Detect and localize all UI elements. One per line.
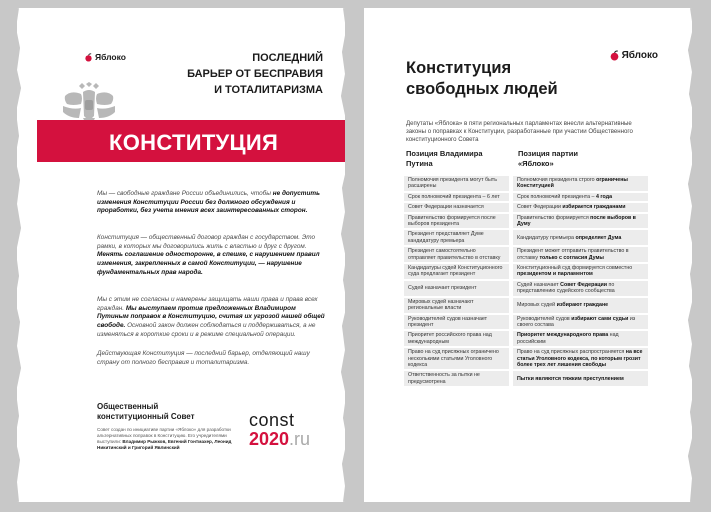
text: Мы — свободные граждане России объединились, чтобы bbox=[97, 190, 273, 197]
text: Совет Федерации bbox=[517, 204, 563, 211]
table-row bbox=[404, 371, 648, 386]
text: Судей назначает президент bbox=[408, 285, 477, 292]
text: Приоритет российского права над международным bbox=[408, 332, 492, 345]
bold-text: после выборов в Думу bbox=[517, 214, 636, 228]
bold-text: Совет Федерации bbox=[560, 281, 608, 288]
website-domain: .ru bbox=[289, 429, 311, 449]
headline bbox=[143, 50, 323, 98]
text: по представлению судейского сообщества bbox=[517, 281, 615, 295]
table-row bbox=[404, 214, 648, 229]
yabloko-position-cell bbox=[513, 176, 648, 191]
bold-text: избирают граждане bbox=[556, 301, 609, 308]
page-title: Конституция свободных людей bbox=[406, 59, 558, 98]
headline-line: БАРЬЕР ОТ БЕСПРАВИЯ bbox=[187, 68, 323, 80]
text: Руководителей судов назначает президент bbox=[408, 315, 488, 328]
bold-text: Менять соглашение односторонне, в спешке, с нарушением правил изменения, закрепленных в самой Конституции, — нарушение фундаментальных прав народа. bbox=[97, 251, 320, 276]
yabloko-position-cell bbox=[513, 247, 648, 262]
text: Руководителей судов bbox=[517, 315, 572, 322]
putin-position-cell bbox=[404, 214, 509, 229]
putin-position-cell bbox=[404, 193, 509, 201]
text: Правительство формируется после выборов президента bbox=[408, 214, 496, 228]
putin-position-cell bbox=[404, 281, 509, 296]
text: Конституционный суд формируется совместно bbox=[517, 265, 633, 272]
putin-position-cell bbox=[404, 176, 509, 191]
manifesto-paragraph bbox=[97, 296, 329, 340]
bold-text: избирают сами судьи bbox=[571, 315, 629, 322]
bold-text: на все статьи Уголовного кодекса, по которым грозит более трех лет лишения свободы bbox=[517, 349, 643, 368]
torn-edge bbox=[686, 8, 696, 502]
putin-position-cell bbox=[404, 230, 509, 245]
bold-text: только с согласия Думы bbox=[539, 254, 604, 261]
bold-text: определяет Дума bbox=[575, 234, 622, 241]
yabloko-position-cell bbox=[513, 214, 648, 229]
text: Право на суд присяжных распространяется bbox=[517, 349, 626, 356]
yabloko-position-cell bbox=[513, 315, 648, 330]
table-row bbox=[404, 264, 648, 279]
bold-text: Приоритет международного права bbox=[517, 332, 609, 339]
text: Основной закон должен соблюдаться и поддерживаться, а не изменяться в короткие сроки и в режиме специальной операции. bbox=[97, 322, 316, 338]
logo-text: Яблоко bbox=[95, 52, 126, 62]
council-description-text: Совет создан по инициативе партии «Яблоко» для разработки альтернативных поправок в Конституцию. Его учредителями выступили: bbox=[97, 427, 231, 444]
putin-position-cell bbox=[404, 331, 509, 346]
text: Полномочия президента могут быть расширены bbox=[408, 177, 497, 190]
table-row bbox=[404, 230, 648, 245]
text: Президент самостоятельно отправляет правительство в отставку bbox=[408, 248, 501, 261]
bold-text: Мы выступаем против предложенных Владимиром Путиным поправок в Конституцию, считая их угрозой нашей общей свободе. bbox=[97, 304, 325, 330]
manifesto-paragraph bbox=[97, 190, 329, 216]
yabloko-position-cell bbox=[513, 230, 648, 245]
council-founders: Владимир Рыжков, Евгений Гонтмахер, Леонид Никитинский и Григорий Явлинский bbox=[97, 439, 232, 450]
text: Конституция — общественный договор граждан с государством. Это рамки, в которых мы договорились жить с властью и друг с другом. bbox=[97, 234, 316, 250]
headline-line: И ТОТАЛИТАРИЗМА bbox=[214, 84, 323, 96]
website-year: 2020 bbox=[249, 429, 290, 449]
headline-line: ПОСЛЕДНИЙ bbox=[252, 52, 323, 64]
table-row bbox=[404, 298, 648, 313]
bold-text: 4 года bbox=[595, 193, 613, 200]
column-header-yabloko: Позиция партии «Яблоко» bbox=[518, 149, 578, 168]
yabloko-position-cell bbox=[513, 348, 648, 369]
yabloko-position-cell bbox=[513, 264, 648, 279]
left-leaflet bbox=[17, 8, 345, 502]
text: Совет Федерации назначается bbox=[408, 204, 484, 211]
table-row bbox=[404, 315, 648, 330]
manifesto-paragraph bbox=[97, 234, 329, 278]
bold-text: не допустить изменения Конституции России без должного обсуждения и проработки, без учета мнения всех заинтересованных сторон. bbox=[97, 190, 320, 215]
putin-position-cell bbox=[404, 348, 509, 369]
table-row bbox=[404, 348, 648, 369]
text: Срок полномочий президента – bbox=[517, 193, 596, 200]
yabloko-logo bbox=[84, 52, 126, 62]
yabloko-logo bbox=[609, 50, 658, 61]
website-name-part: const bbox=[249, 410, 295, 430]
manifesto-paragraph bbox=[97, 350, 329, 367]
putin-position-cell bbox=[404, 247, 509, 262]
text: Кандидатуры судей Конституционного суда предлагает президент bbox=[408, 265, 503, 278]
yabloko-position-cell bbox=[513, 281, 648, 296]
table-row bbox=[404, 281, 648, 296]
text: над российским bbox=[517, 332, 619, 345]
bold-text: Пытки являются тяжким преступлением bbox=[517, 375, 624, 382]
table-row bbox=[404, 247, 648, 262]
column-header-putin: Позиция Владимира Путина bbox=[406, 149, 483, 168]
text: Ответственность за пытки не предусмотрена bbox=[408, 372, 480, 385]
text: Правительство формируется bbox=[517, 214, 591, 221]
text: Кандидатуру премьера bbox=[517, 234, 576, 241]
yabloko-position-cell bbox=[513, 298, 648, 313]
apple-icon bbox=[609, 50, 620, 61]
putin-position-cell bbox=[404, 203, 509, 211]
putin-position-cell bbox=[404, 371, 509, 386]
right-leaflet bbox=[364, 8, 692, 502]
yabloko-position-cell bbox=[513, 203, 648, 211]
torn-edge bbox=[339, 8, 349, 502]
bold-text: президентом и парламентом bbox=[517, 271, 593, 278]
intro-text: Депутаты «Яблока» в пяти региональных парламентах внесли альтернативные законы о поправках к Конституции, разработанные при участии Общественного конституционного Совета bbox=[406, 120, 633, 143]
table-row bbox=[404, 176, 648, 191]
text: Срок полномочий президента – 6 лет bbox=[408, 193, 500, 200]
council-description bbox=[97, 427, 232, 451]
table-row bbox=[404, 203, 648, 211]
text: Мировых судей назначают региональные власти bbox=[408, 298, 474, 312]
putin-position-cell bbox=[404, 315, 509, 330]
text: из своего состава bbox=[517, 315, 636, 328]
yabloko-position-cell bbox=[513, 371, 648, 386]
text: Полномочия президента строго bbox=[517, 177, 597, 183]
website-year-part bbox=[249, 429, 310, 450]
comparison-table bbox=[404, 176, 648, 388]
constitution-banner bbox=[37, 120, 345, 162]
council-title: Общественный конституционный Совет bbox=[97, 402, 195, 421]
text: Действующая Конституция — последний барьер, отделяющий нашу страну от полного бесправия и тоталитаризма. bbox=[97, 350, 310, 366]
yabloko-position-cell bbox=[513, 331, 648, 346]
yabloko-position-cell bbox=[513, 193, 648, 201]
apple-icon bbox=[84, 53, 93, 62]
torn-edge bbox=[13, 8, 23, 502]
logo-text: Яблоко bbox=[621, 50, 658, 61]
text: Право на суд присяжных ограничено несколькими статьями Уголовного кодекса bbox=[408, 349, 499, 368]
text: Мировых судей bbox=[517, 301, 557, 308]
putin-position-cell bbox=[404, 264, 509, 279]
text: Президент может отправить правительство в отставку bbox=[517, 248, 629, 261]
text: Президент представляет Думе кандидатуру премьера bbox=[408, 231, 484, 244]
table-row bbox=[404, 331, 648, 346]
putin-position-cell bbox=[404, 298, 509, 313]
text: Судей назначает bbox=[517, 281, 561, 288]
text: Мы с этим не согласны и намерены защищать наши права и права всех граждан. bbox=[97, 296, 318, 312]
table-row bbox=[404, 193, 648, 201]
constitution-title: КОНСТИТУЦИЯ bbox=[109, 130, 279, 155]
bold-text: избирается гражданами bbox=[562, 204, 626, 211]
bold-text: ограничены Конституцией bbox=[517, 177, 628, 190]
